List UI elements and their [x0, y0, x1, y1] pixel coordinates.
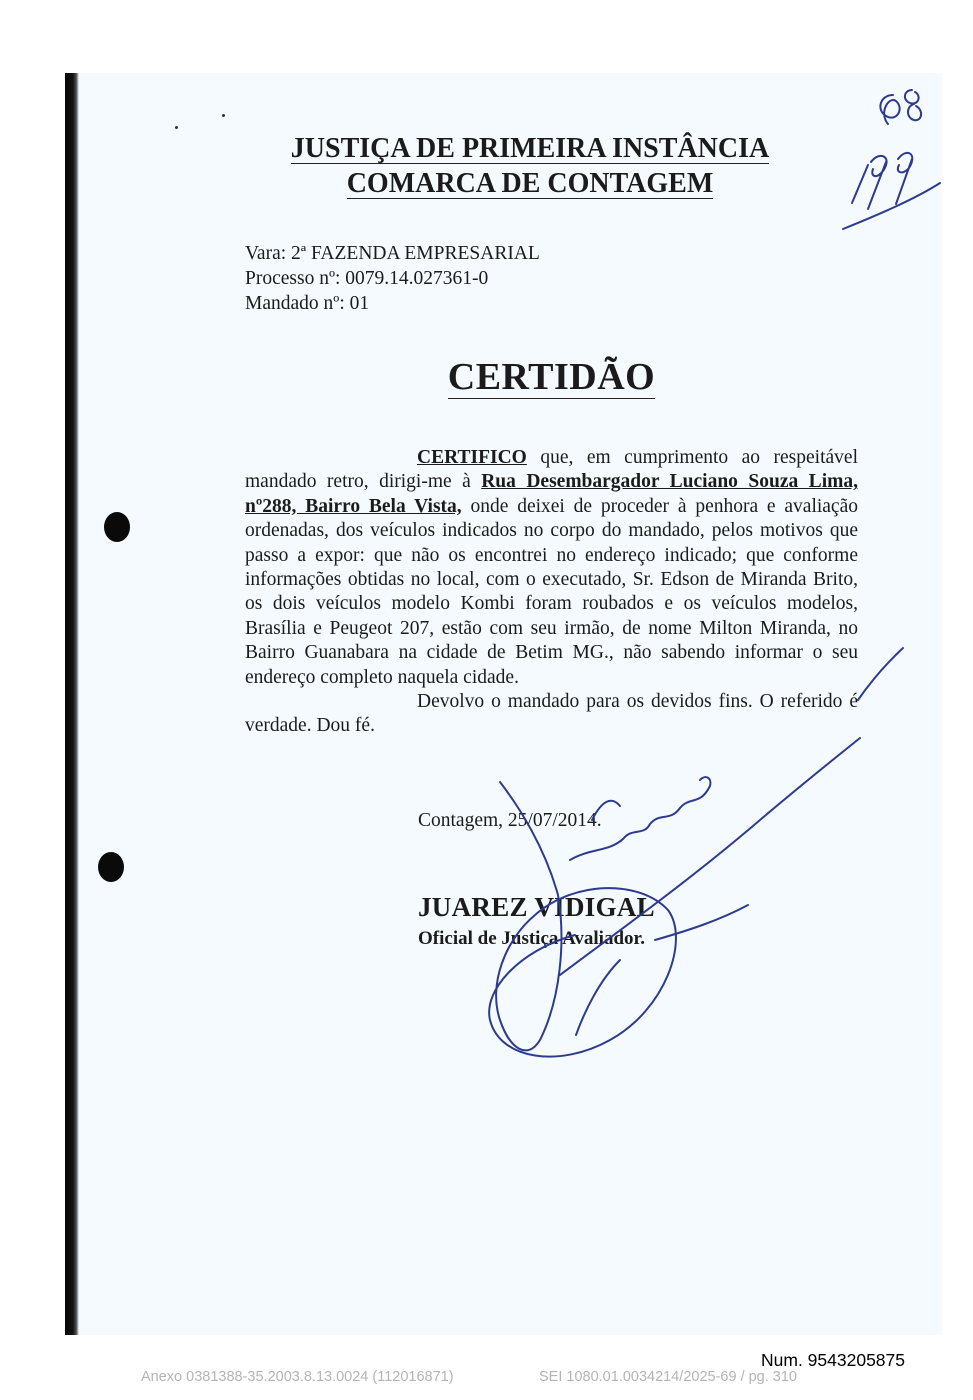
- punch-hole-upper: [104, 512, 130, 542]
- place-date: Contagem, 25/07/2014.: [418, 810, 602, 831]
- header-line-1: JUSTIÇA DE PRIMEIRA INSTÂNCIA: [290, 133, 770, 164]
- body-text-1: que, em cumprimento ao respeitável mandado retro, dirigi-me à: [245, 447, 858, 493]
- certificate-body: [245, 446, 858, 739]
- punch-hole-lower: [98, 852, 124, 882]
- closing-text: Devolvo o mandado para os devidos fins. O referido é verdade. Dou fé.: [245, 691, 858, 737]
- scan-speck: [222, 114, 225, 117]
- header-line-2: COMARCA DE CONTAGEM: [346, 168, 714, 199]
- scan-speck: [175, 126, 178, 129]
- mandado-label: Mandado nº:: [245, 293, 345, 314]
- processo-value: 0079.14.027361-0: [345, 268, 489, 289]
- mandado-line: [245, 291, 540, 316]
- signer-role: Oficial de Justiça Avaliador.: [418, 928, 645, 949]
- processo-line: [245, 266, 540, 291]
- footer-annex-reference: Anexo 0381388-35.2003.8.13.0024 (112016871): [141, 1369, 454, 1385]
- signer-name: JUAREZ VIDIGAL: [418, 892, 655, 922]
- body-text-2: onde deixei de proceder à penhora e avaliação ordenadas, dos veículos indicados no corpo do mandado, pelos motivos que passo a expor: que não os encontrei no endereço indicado; que conforme informações obtidas no local, com o executado, Sr. Edson de Miranda Brito, os dois veículos modelo Kombi foram roubados e os veículos modelos, Brasília e Peugeot 207, estão com seu irmão, de nome Milton Miranda, no Bairro Guanabara na cidade de Betim MG., não sabendo informar o seu endereço completo naquela cidade.: [245, 495, 858, 688]
- body-paragraph-2: [245, 690, 858, 739]
- case-metadata: [245, 241, 540, 316]
- scan-binding-edge: [65, 73, 79, 1335]
- vara-line: [245, 241, 540, 266]
- address-text: Rua Desembargador Luciano Souza Lima, nº288, Bairro Bela Vista,: [245, 471, 858, 517]
- document-number-stamp: Num. 9543205875: [761, 1350, 905, 1370]
- document-title: [245, 355, 858, 399]
- title-text: CERTIDÃO: [447, 356, 656, 398]
- court-header: [180, 131, 880, 201]
- processo-label: Processo nº:: [245, 268, 341, 289]
- certifico-word: CERTIFICO: [417, 447, 527, 468]
- mandado-value: 01: [349, 293, 370, 314]
- vara-label: Vara:: [245, 243, 287, 264]
- body-paragraph-1: [245, 446, 858, 690]
- footer-sei-reference: SEI 1080.01.0034214/2025-69 / pg. 310: [539, 1369, 797, 1385]
- vara-value: 2ª FAZENDA EMPRESARIAL: [291, 243, 540, 264]
